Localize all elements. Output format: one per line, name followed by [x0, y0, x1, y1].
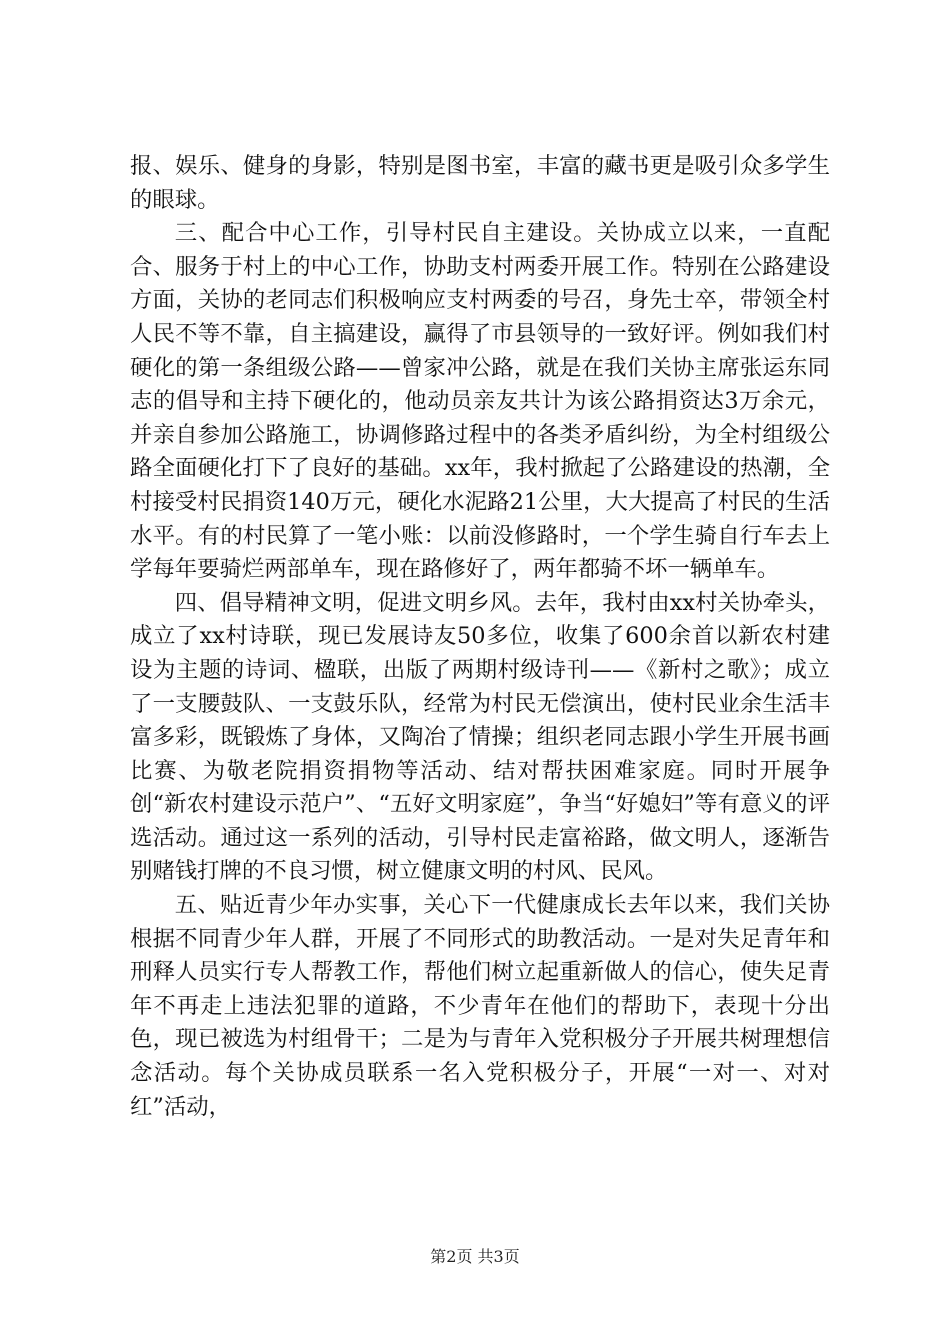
paragraph-continuation: 报、娱乐、健身的身影，特别是图书室，丰富的藏书更是吸引众多学生的眼球。: [130, 153, 830, 213]
paragraph-section-three: 三、配合中心工作，引导村民自主建设。关协成立以来，一直配合、服务于村上的中心工作，协助支村两委开展工作。特别在公路建设方面，关协的老同志们积极响应支村两委的号召，身先士卒，带领全村人民不等不靠，自主搞建设，赢得了市县领导的一致好评。例如我们村硬化的第一条组级公路——曾家冲公路，就是在我们关协主席张运东同志的倡导和主持下硬化的，他动员亲友共计为该公路捐资达3万余元，并亲自参加公路施工，协调修路过程中的各类矛盾纠纷，为全村组级公路全面硬化打下了良好的基础。xx年，我村掀起了公路建设的热潮，全村接受村民捐资140万元，硬化水泥路21公里，大大提高了村民的生活水平。有的村民算了一笔小账：以前没修路时，一个学生骑自行车去上学每年要骑烂两部单车，现在路修好了，两年都骑不坏一辆单车。: [130, 220, 830, 583]
paragraph-section-four: 四、倡导精神文明，促进文明乡风。去年，我村由xx村关协牵头，成立了xx村诗联，现已发展诗友50多位，收集了600余首以新农村建设为主题的诗词、楹联，出版了两期村级诗刊——《新村之歌》；成立了一支腰鼓队、一支鼓乐队，经常为村民无偿演出，使村民业余生活丰富多彩，既锻炼了身体，又陶冶了情操；组织老同志跟小学生开展书画比赛、为敬老院捐资捐物等活动、结对帮扶困难家庭。同时开展争创“新农村建设示范户”、“五好文明家庭”，争当“好媳妇”等有意义的评选活动。通过这一系列的活动，引导村民走富裕路，做文明人，逐渐告别赌钱打牌的不良习惯，树立健康文明的村风、民风。: [130, 589, 830, 885]
paragraph-section-five: 五、贴近青少年办实事，关心下一代健康成长去年以来，我们关协根据不同青少年人群，开展了不同形式的助教活动。一是对失足青年和刑释人员实行专人帮教工作，帮他们树立起重新做人的信心，使失足青年不再走上违法犯罪的道路，不少青年在他们的帮助下，表现十分出色，现已被选为村组骨干；二是为与青年入党积极分子开展共树理想信念活动。每个关协成员联系一名入党积极分子，开展“一对一、对对红”活动，: [130, 892, 830, 1120]
document-body: [130, 150, 830, 1124]
page-footer: 第2页 共3页: [430, 1247, 520, 1266]
